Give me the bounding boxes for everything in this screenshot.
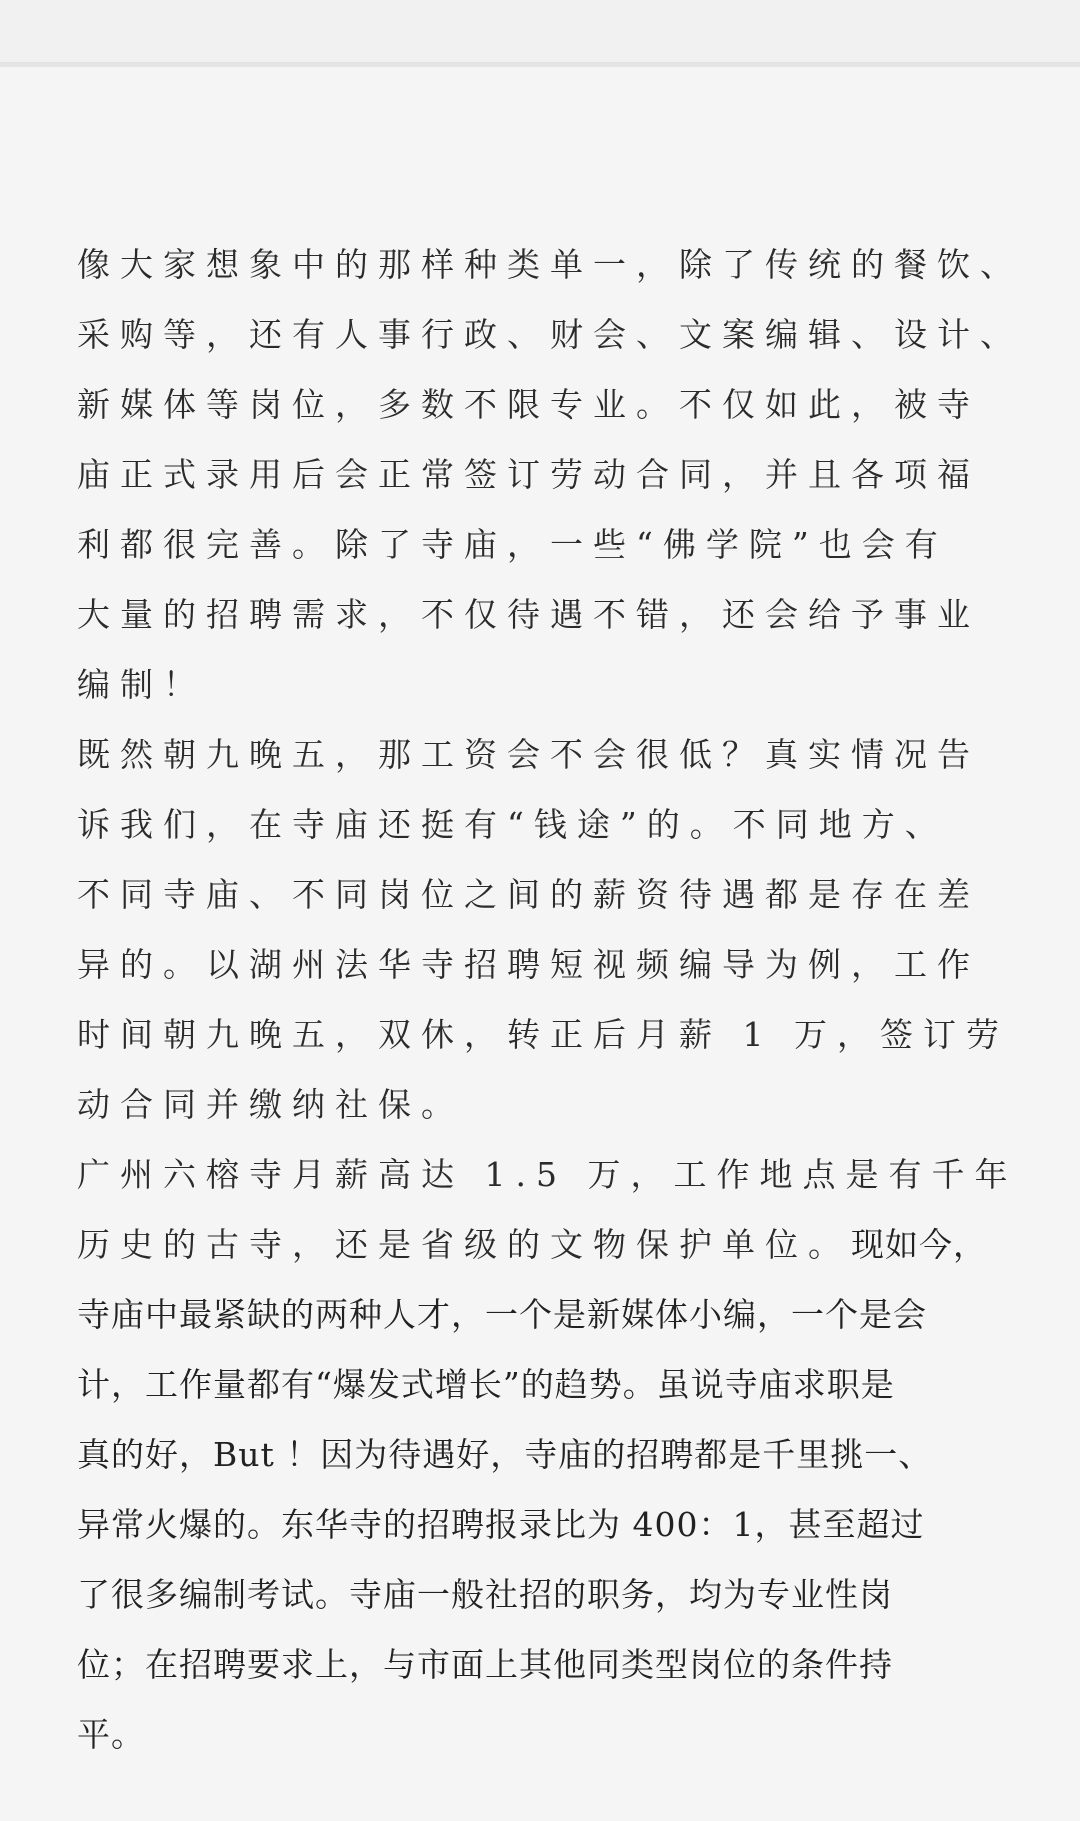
article-line: 编制！ (77, 665, 206, 704)
article-line: 异常火爆的。东华寺的招聘报录比为 400：1，甚至超过 (77, 1505, 925, 1544)
article-line: 动合同并缴纳社保。 (77, 1085, 464, 1124)
article-line: 诉我们，在寺庙还挺有“钱途”的。不同地方、 (77, 805, 948, 844)
article-line-segment: 历史的古寺，还是省级的文物保护单位。 (77, 1225, 851, 1264)
article-line: 广州六榕寺月薪高达 1.5 万，工作地点是有千年 (77, 1155, 1018, 1194)
article-line: 新媒体等岗位，多数不限专业。不仅如此，被寺 (77, 385, 980, 424)
article-line: 异的。以湖州法华寺招聘短视频编导为例，工作 (77, 945, 980, 984)
article-line-segment: 现如今， (851, 1225, 987, 1264)
article-line: 真的好，But ！因为待遇好，寺庙的招聘都是千里挑一、 (77, 1435, 933, 1474)
article-line: 庙正式录用后会正常签订劳动合同，并且各项福 (77, 455, 980, 494)
article-body (77, 230, 1037, 1770)
article-line: 利都很完善。除了寺庙，一些“佛学院”也会有 (77, 525, 948, 564)
article-line: 时间朝九晚五，双休，转正后月薪 1 万，签订劳 (77, 1015, 1009, 1054)
top-bar (0, 0, 1080, 67)
article-line: 了很多编制考试。寺庙一般社招的职务，均为专业性岗 (77, 1575, 893, 1614)
article-line: 计，工作量都有“爆发式增长”的趋势。虽说寺庙求职是 (77, 1365, 895, 1404)
article-line: 采购等，还有人事行政、财会、文案编辑、设计、 (77, 315, 1023, 354)
article-line: 像大家想象中的那样种类单一，除了传统的餐饮、 (77, 245, 1023, 284)
article-line: 大量的招聘需求，不仅待遇不错，还会给予事业 (77, 595, 980, 634)
article-line: 位；在招聘要求上，与市面上其他同类型岗位的条件持 (77, 1645, 893, 1684)
article-line: 寺庙中最紧缺的两种人才，一个是新媒体小编，一个是会 (77, 1295, 927, 1334)
article-line: 既然朝九晚五，那工资会不会很低？真实情况告 (77, 735, 980, 774)
article-line: 平。 (77, 1715, 145, 1754)
article-line-mixed (77, 1210, 1037, 1280)
article-line: 不同寺庙、不同岗位之间的薪资待遇都是存在差 (77, 875, 980, 914)
